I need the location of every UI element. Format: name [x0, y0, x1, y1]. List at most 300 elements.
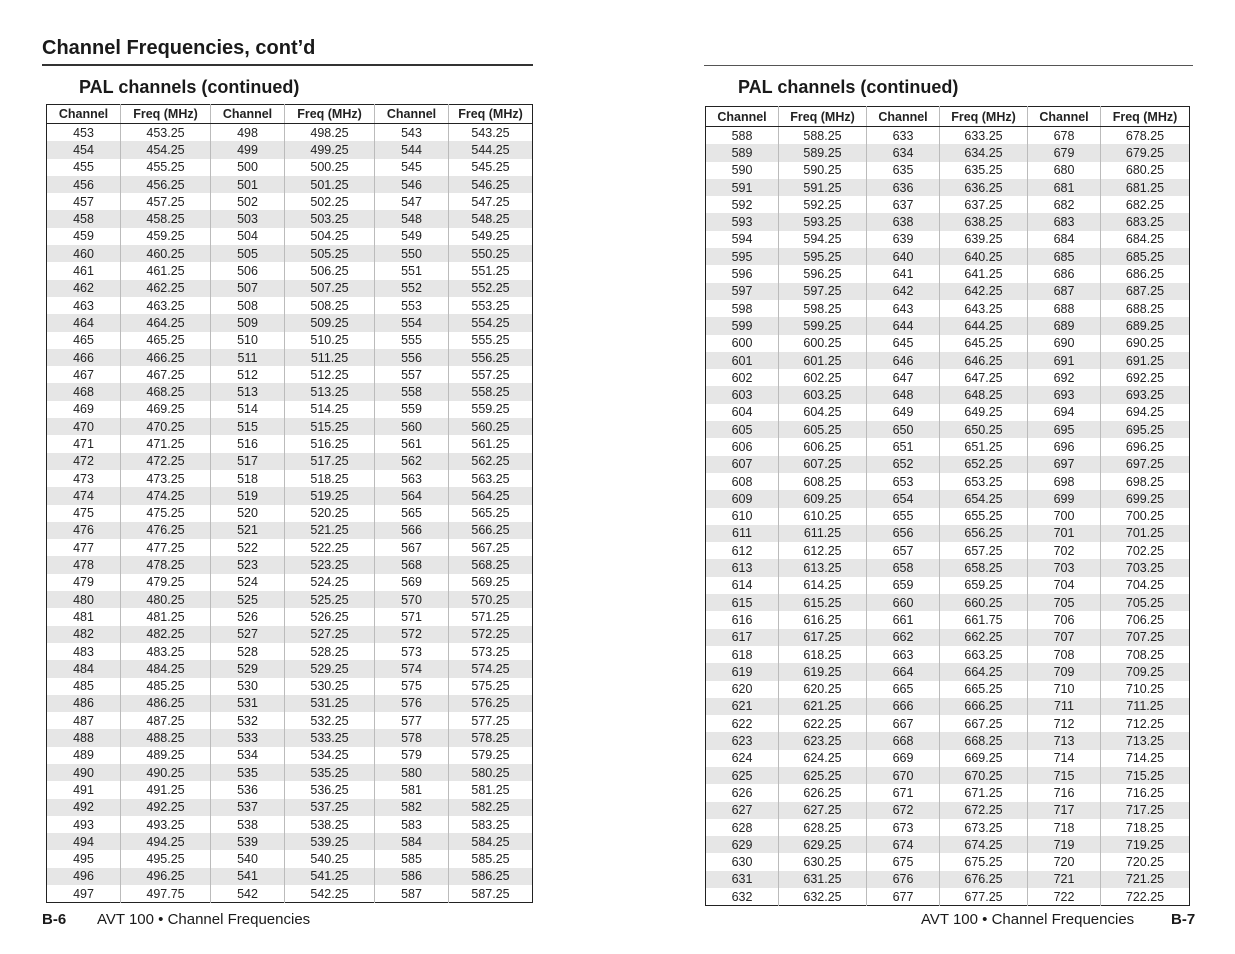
channel-cell: 605 [706, 421, 779, 438]
frequency-cell: 576.25 [449, 695, 533, 712]
table-row [47, 435, 533, 452]
frequency-cell: 517.25 [285, 453, 375, 470]
channel-cell: 655 [867, 508, 940, 525]
table-row [47, 297, 533, 314]
frequency-cell: 700.25 [1101, 508, 1190, 525]
frequency-cell: 574.25 [449, 660, 533, 677]
frequency-cell: 462.25 [121, 280, 211, 297]
channel-cell: 702 [1028, 542, 1101, 559]
channel-cell: 542 [211, 885, 285, 903]
table-row [706, 196, 1190, 213]
channel-cell: 586 [375, 868, 449, 885]
channel-cell: 522 [211, 539, 285, 556]
table-row [706, 144, 1190, 161]
channel-cell: 665 [867, 681, 940, 698]
frequency-cell: 481.25 [121, 608, 211, 625]
frequency-cell: 685.25 [1101, 248, 1190, 265]
channel-cell: 499 [211, 141, 285, 158]
channel-cell: 533 [211, 729, 285, 746]
channel-cell: 715 [1028, 767, 1101, 784]
channel-cell: 628 [731, 820, 753, 835]
table-row [706, 179, 1190, 196]
channel-cell: 593 [706, 213, 779, 230]
channel-cell: 552 [375, 280, 449, 297]
column-header-freq: Freq (MHz) [449, 105, 533, 124]
frequency-cell: 610.25 [779, 508, 867, 525]
frequency-cell: 708.25 [1101, 646, 1190, 663]
frequency-cell: 535.25 [285, 764, 375, 781]
table-row [706, 559, 1190, 576]
table-row [706, 248, 1190, 265]
frequency-cell: 486.25 [121, 695, 211, 712]
frequency-cell: 717.25 [1101, 802, 1190, 819]
table-row [706, 542, 1190, 559]
frequency-cell: 592.25 [779, 196, 867, 213]
frequency-cell: 606.25 [779, 438, 867, 455]
channel-cell: 544 [375, 141, 449, 158]
channel-cell: 513 [211, 383, 285, 400]
frequency-cell: 688.25 [1101, 300, 1190, 317]
table-row [47, 574, 533, 591]
channel-cell: 582 [375, 799, 449, 816]
frequency-cell: 496.25 [121, 868, 211, 885]
frequency-cell: 600.25 [779, 335, 867, 352]
channel-cell: 464 [47, 314, 121, 331]
frequency-cell: 718.25 [1101, 819, 1190, 836]
frequency-cell: 628.25 [779, 819, 867, 836]
frequency-cell: 696.25 [1101, 438, 1190, 455]
frequency-cell: 477.25 [121, 539, 211, 556]
channel-cell: 669 [867, 750, 940, 767]
title-rule [42, 64, 533, 66]
frequency-cell: 515.25 [285, 418, 375, 435]
frequency-cell: 677.25 [940, 888, 1028, 906]
frequency-cell: 514.25 [285, 401, 375, 418]
frequency-cell: 613.25 [779, 559, 867, 576]
channel-cell: 525 [211, 591, 285, 608]
frequency-cell: 488.25 [121, 729, 211, 746]
frequency-cell: 545.25 [449, 159, 533, 176]
table-row [706, 335, 1190, 352]
frequency-cell: 483.25 [121, 643, 211, 660]
channel-cell: 474 [47, 487, 121, 504]
table-row [47, 401, 533, 418]
channel-cell: 612 [731, 543, 753, 558]
frequency-cell: 492.25 [121, 799, 211, 816]
channel-cell: 487 [73, 713, 94, 728]
frequency-cell: 659.25 [940, 577, 1028, 594]
frequency-cell: 513.25 [285, 383, 375, 400]
channel-cell: 551 [375, 262, 449, 279]
channel-cell: 555 [375, 332, 449, 349]
channel-cell: 459 [73, 229, 94, 244]
channel-cell: 523 [211, 556, 285, 573]
frequency-cell: 506.25 [285, 262, 375, 279]
frequency-cell: 722.25 [1101, 888, 1190, 906]
channel-cell: 621 [706, 698, 779, 715]
channel-cell: 462 [47, 280, 121, 297]
frequency-cell: 478.25 [121, 556, 211, 573]
table-row [47, 470, 533, 487]
frequency-cell: 594.25 [779, 231, 867, 248]
channel-cell: 553 [375, 297, 449, 314]
frequency-cell: 652.25 [940, 456, 1028, 473]
channel-cell: 568 [375, 556, 449, 573]
channel-cell: 684 [1028, 231, 1101, 248]
channel-cell: 654 [867, 490, 940, 507]
frequency-cell: 573.25 [449, 643, 533, 660]
channel-cell: 581 [375, 781, 449, 798]
channel-cell: 608 [731, 474, 753, 489]
frequency-cell: 604.25 [779, 404, 867, 421]
channel-cell: 526 [211, 608, 285, 625]
channel-cell: 541 [211, 868, 285, 885]
channel-cell: 673 [867, 819, 940, 836]
channel-cell: 718 [1028, 819, 1101, 836]
frequency-cell: 712.25 [1101, 715, 1190, 732]
frequency-cell: 533.25 [285, 729, 375, 746]
frequency-cell: 539.25 [285, 833, 375, 850]
frequency-cell: 563.25 [449, 470, 533, 487]
frequency-cell: 541.25 [285, 868, 375, 885]
frequency-cell: 490.25 [121, 764, 211, 781]
table-row [47, 608, 533, 625]
frequency-cell: 656.25 [940, 525, 1028, 542]
channel-cell: 687 [1028, 283, 1101, 300]
frequency-cell: 521.25 [285, 522, 375, 539]
frequency-cell: 555.25 [449, 332, 533, 349]
channel-cell: 662 [867, 629, 940, 646]
frequency-cell: 571.25 [449, 608, 533, 625]
channel-cell: 691 [1028, 352, 1101, 369]
channel-cell: 475 [73, 506, 94, 521]
frequency-cell: 668.25 [940, 732, 1028, 749]
frequency-cell: 615.25 [779, 594, 867, 611]
frequency-cell: 474.25 [121, 487, 211, 504]
column-header-channel: Channel [375, 105, 449, 124]
channel-cell: 468 [47, 383, 121, 400]
channel-cell: 592 [731, 197, 753, 212]
channel-cell: 658 [867, 559, 940, 576]
channel-cell: 614 [731, 578, 753, 593]
channel-cell: 511 [211, 349, 285, 366]
table-row [706, 525, 1190, 542]
frequency-cell: 482.25 [121, 626, 211, 643]
channel-cell: 554 [375, 314, 449, 331]
table-row [47, 418, 533, 435]
frequency-cell: 469.25 [121, 401, 211, 418]
frequency-cell: 627.25 [779, 802, 867, 819]
frequency-cell: 619.25 [779, 663, 867, 680]
channel-cell: 596 [731, 267, 753, 282]
channel-cell: 610 [731, 509, 753, 524]
frequency-cell: 716.25 [1101, 784, 1190, 801]
table-row [706, 386, 1190, 403]
table-row [47, 781, 533, 798]
table-row [706, 577, 1190, 594]
channel-cell: 504 [211, 228, 285, 245]
channel-cell: 578 [375, 729, 449, 746]
frequency-cell: 498.25 [285, 124, 375, 142]
channel-cell: 484 [47, 660, 121, 677]
frequency-cell: 454.25 [121, 141, 211, 158]
channel-cell: 656 [867, 525, 940, 542]
channel-cell: 575 [375, 678, 449, 695]
frequency-cell: 501.25 [285, 176, 375, 193]
frequency-cell: 608.25 [779, 473, 867, 490]
frequency-cell: 561.25 [449, 435, 533, 452]
frequency-cell: 655.25 [940, 508, 1028, 525]
frequency-cell: 518.25 [285, 470, 375, 487]
channel-cell: 606 [731, 439, 753, 454]
channel-cell: 601 [706, 352, 779, 369]
frequency-cell: 691.25 [1101, 352, 1190, 369]
table-row [706, 438, 1190, 455]
frequency-cell: 529.25 [285, 660, 375, 677]
channel-cell: 642 [867, 283, 940, 300]
channel-cell: 630 [731, 855, 753, 870]
channel-table-right [705, 106, 1190, 906]
frequency-cell: 516.25 [285, 435, 375, 452]
channel-cell: 515 [211, 418, 285, 435]
channel-cell: 647 [867, 369, 940, 386]
channel-cell: 505 [211, 245, 285, 262]
table-row [706, 404, 1190, 421]
frequency-cell: 538.25 [285, 816, 375, 833]
frequency-cell: 714.25 [1101, 750, 1190, 767]
channel-cell: 653 [867, 473, 940, 490]
channel-cell: 521 [211, 522, 285, 539]
frequency-cell: 523.25 [285, 556, 375, 573]
channel-cell: 692 [1028, 369, 1101, 386]
table-row [706, 421, 1190, 438]
frequency-cell: 710.25 [1101, 681, 1190, 698]
channel-cell: 663 [867, 646, 940, 663]
channel-cell: 720 [1028, 853, 1101, 870]
channel-cell: 476 [47, 522, 121, 539]
frequency-cell: 661.75 [940, 611, 1028, 628]
table-row [47, 193, 533, 210]
frequency-cell: 650.25 [940, 421, 1028, 438]
channel-table-left [46, 104, 533, 903]
frequency-cell: 458.25 [121, 210, 211, 227]
frequency-cell: 581.25 [449, 781, 533, 798]
channel-cell: 632 [731, 889, 753, 904]
frequency-cell: 542.25 [285, 885, 375, 903]
frequency-cell: 553.25 [449, 297, 533, 314]
frequency-cell: 464.25 [121, 314, 211, 331]
table-row [47, 124, 533, 142]
frequency-cell: 494.25 [121, 833, 211, 850]
channel-cell: 636 [867, 179, 940, 196]
frequency-cell: 597.25 [779, 283, 867, 300]
channel-cell: 557 [375, 366, 449, 383]
channel-cell: 709 [1028, 663, 1101, 680]
frequency-cell: 544.25 [449, 141, 533, 158]
frequency-cell: 623.25 [779, 732, 867, 749]
channel-cell: 506 [211, 262, 285, 279]
channel-cell: 676 [867, 871, 940, 888]
channel-cell: 652 [867, 456, 940, 473]
channel-cell: 570 [375, 591, 449, 608]
channel-cell: 569 [375, 574, 449, 591]
channel-cell: 548 [375, 210, 449, 227]
channel-cell: 543 [375, 124, 449, 142]
frequency-cell: 657.25 [940, 542, 1028, 559]
frequency-cell: 588.25 [779, 127, 867, 145]
channel-cell: 685 [1028, 248, 1101, 265]
table-row [47, 712, 533, 729]
frequency-cell: 554.25 [449, 314, 533, 331]
channel-cell: 537 [211, 799, 285, 816]
frequency-cell: 639.25 [940, 231, 1028, 248]
frequency-cell: 660.25 [940, 594, 1028, 611]
frequency-cell: 601.25 [779, 352, 867, 369]
frequency-cell: 557.25 [449, 366, 533, 383]
channel-cell: 572 [375, 626, 449, 643]
channel-cell: 495 [73, 852, 94, 867]
table-row [47, 383, 533, 400]
frequency-cell: 705.25 [1101, 594, 1190, 611]
column-header-channel: Channel [867, 107, 940, 127]
channel-cell: 640 [867, 248, 940, 265]
channel-cell: 626 [731, 785, 753, 800]
frequency-cell: 651.25 [940, 438, 1028, 455]
channel-cell: 461 [73, 264, 94, 279]
channel-cell: 629 [706, 836, 779, 853]
channel-cell: 690 [1028, 335, 1101, 352]
frequency-cell: 507.25 [285, 280, 375, 297]
frequency-cell: 520.25 [285, 505, 375, 522]
channel-cell: 643 [867, 300, 940, 317]
frequency-cell: 467.25 [121, 366, 211, 383]
channel-cell: 482 [47, 626, 121, 643]
table-row [47, 159, 533, 176]
frequency-cell: 586.25 [449, 868, 533, 885]
frequency-cell: 646.25 [940, 352, 1028, 369]
frequency-cell: 572.25 [449, 626, 533, 643]
channel-cell: 483 [73, 644, 94, 659]
frequency-cell: 471.25 [121, 435, 211, 452]
channel-cell: 549 [375, 228, 449, 245]
section-title-right: PAL channels (continued) [738, 77, 959, 97]
frequency-cell: 528.25 [285, 643, 375, 660]
channel-cell: 492 [47, 799, 121, 816]
frequency-cell: 721.25 [1101, 871, 1190, 888]
frequency-cell: 566.25 [449, 522, 533, 539]
frequency-cell: 511.25 [285, 349, 375, 366]
frequency-cell: 536.25 [285, 781, 375, 798]
table-row [47, 280, 533, 297]
frequency-cell: 649.25 [940, 404, 1028, 421]
frequency-cell: 640.25 [940, 248, 1028, 265]
frequency-cell: 548.25 [449, 210, 533, 227]
frequency-cell: 698.25 [1101, 473, 1190, 490]
frequency-cell: 556.25 [449, 349, 533, 366]
frequency-cell: 647.25 [940, 369, 1028, 386]
table-row [706, 681, 1190, 698]
channel-cell: 503 [211, 210, 285, 227]
frequency-cell: 654.25 [940, 490, 1028, 507]
channel-cell: 657 [867, 542, 940, 559]
channel-cell: 683 [1028, 213, 1101, 230]
frequency-cell: 472.25 [121, 453, 211, 470]
channel-cell: 477 [73, 540, 94, 555]
frequency-cell: 461.25 [121, 262, 211, 279]
frequency-cell: 543.25 [449, 124, 533, 142]
channel-cell: 678 [1028, 127, 1101, 145]
frequency-cell: 570.25 [449, 591, 533, 608]
channel-cell: 714 [1028, 750, 1101, 767]
channel-cell: 679 [1028, 144, 1101, 161]
channel-cell: 613 [706, 559, 779, 576]
channel-cell: 490 [47, 764, 121, 781]
channel-cell: 466 [47, 349, 121, 366]
frequency-cell: 648.25 [940, 386, 1028, 403]
frequency-cell: 720.25 [1101, 853, 1190, 870]
channel-cell: 486 [47, 695, 121, 712]
channel-cell: 577 [375, 712, 449, 729]
frequency-cell: 634.25 [940, 144, 1028, 161]
channel-cell: 697 [1028, 456, 1101, 473]
channel-cell: 667 [867, 715, 940, 732]
frequency-cell: 509.25 [285, 314, 375, 331]
frequency-cell: 622.25 [779, 715, 867, 732]
channel-cell: 618 [731, 647, 753, 662]
channel-cell: 493 [73, 817, 94, 832]
channel-cell: 534 [211, 747, 285, 764]
frequency-cell: 569.25 [449, 574, 533, 591]
frequency-cell: 687.25 [1101, 283, 1190, 300]
table-row [47, 262, 533, 279]
frequency-cell: 620.25 [779, 681, 867, 698]
frequency-cell: 614.25 [779, 577, 867, 594]
frequency-cell: 495.25 [121, 850, 211, 867]
channel-cell: 491 [73, 782, 94, 797]
channel-cell: 463 [73, 298, 94, 313]
frequency-cell: 565.25 [449, 505, 533, 522]
channel-cell: 460 [47, 245, 121, 262]
table-row [706, 698, 1190, 715]
table-row [47, 799, 533, 816]
frequency-cell: 605.25 [779, 421, 867, 438]
channel-cell: 707 [1028, 629, 1101, 646]
channel-cell: 674 [867, 836, 940, 853]
table-row [706, 300, 1190, 317]
channel-cell: 689 [1028, 317, 1101, 334]
table-row [47, 539, 533, 556]
channel-cell: 454 [47, 141, 121, 158]
channel-cell: 550 [375, 245, 449, 262]
table-row [706, 283, 1190, 300]
frequency-cell: 500.25 [285, 159, 375, 176]
frequency-cell: 692.25 [1101, 369, 1190, 386]
channel-cell: 595 [706, 248, 779, 265]
channel-cell: 580 [375, 764, 449, 781]
channel-cell: 573 [375, 643, 449, 660]
channel-cell: 453 [73, 125, 94, 140]
frequency-cell: 680.25 [1101, 162, 1190, 179]
frequency-cell: 631.25 [779, 871, 867, 888]
table-row [706, 231, 1190, 248]
frequency-cell: 611.25 [779, 525, 867, 542]
frequency-cell: 564.25 [449, 487, 533, 504]
channel-cell: 479 [73, 575, 94, 590]
table-row [47, 556, 533, 573]
frequency-cell: 625.25 [779, 767, 867, 784]
channel-cell: 661 [867, 611, 940, 628]
table-row [47, 210, 533, 227]
